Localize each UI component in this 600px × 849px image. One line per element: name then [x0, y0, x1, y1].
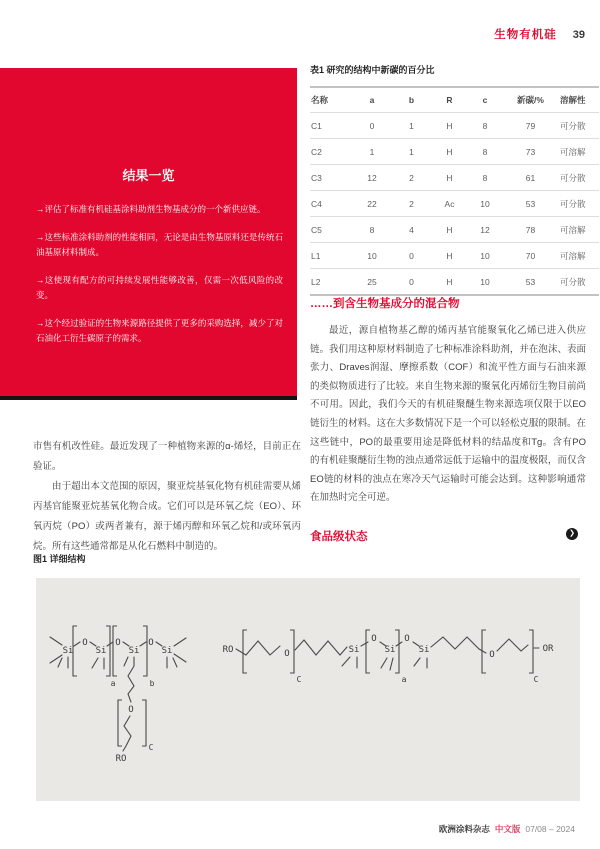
section-heading-mixtures: ……到含生物基成分的混合物 [310, 298, 460, 310]
or-group-label: OR [542, 644, 554, 654]
footer-edition: 中文版 [494, 824, 521, 834]
table-cell: 可溶解 [559, 139, 599, 165]
si-atom-label: Si [384, 645, 396, 655]
table-cell: 1 [392, 113, 431, 139]
o-atom-label: O [115, 638, 121, 648]
table-row [310, 165, 599, 191]
table-cell: 12 [468, 217, 502, 243]
results-summary-box [0, 68, 297, 400]
o-atom-label: O [82, 638, 88, 648]
table-cell: 10 [352, 243, 392, 269]
table-cell: 8 [468, 139, 502, 165]
o-atom-label: O [489, 650, 495, 660]
table-caption: 表1 研究的结构中新碳的百分比 [310, 65, 435, 75]
table-cell: 73 [502, 139, 559, 165]
page-number: 39 [572, 29, 585, 41]
table-cell: 4 [392, 217, 431, 243]
table-header-row [310, 87, 599, 113]
table-cell: 8 [468, 165, 502, 191]
section-title: 生物有机硅 [494, 29, 557, 41]
table-cell: 61 [502, 165, 559, 191]
table-cell: 8 [352, 217, 392, 243]
table-cell: 可分散 [559, 191, 599, 217]
table-cell: 可溶解 [559, 217, 599, 243]
table-cell: 10 [468, 191, 502, 217]
table-cell: H [431, 113, 468, 139]
table-cell: C4 [310, 191, 352, 217]
section-heading-food-grade: 食品级状态 [310, 531, 368, 543]
table-cell: 可溶解 [559, 243, 599, 269]
table-cell: 10 [480, 276, 490, 287]
table-cell: C5 [310, 217, 352, 243]
table-cell: 79 [502, 113, 559, 139]
si-atom-label: Si [128, 646, 140, 656]
figure-box [36, 578, 580, 801]
table-cell: 0 [409, 276, 414, 287]
table-header-cell: 名称 [310, 87, 352, 113]
table-cell: 2 [392, 191, 431, 217]
chemical-structure-diagram [36, 578, 580, 801]
table-cell: 0 [392, 243, 431, 269]
table-cell: H [431, 217, 468, 243]
chevron-right-icon: ❯ [566, 528, 578, 540]
body-paragraph: 由于超出本文范围的原因，聚亚烷基氧化物有机硅需要从烯丙基官能聚亚烷基氧化物合成。它们可以是环氧乙烷（EO）、环氧丙烷（PO）或两者兼有，源于烯丙醇和环氧乙烷和/或环氧丙烷。所有这些通常都是从化石燃料中制造的。 [33, 481, 301, 552]
si-atom-label: Si [95, 646, 107, 656]
table-cell: 12 [352, 165, 392, 191]
table-cell: 8 [468, 113, 502, 139]
subscript-c: C [533, 675, 539, 684]
si-atom-label: Si [62, 646, 74, 656]
si-atom-label: Si [348, 645, 360, 655]
footer-issue: 07/08 – 2024 [525, 824, 575, 834]
table-cell: 2 [392, 165, 431, 191]
article-paragraph: 最近，源自植物基乙醇的烯丙基官能聚氧化乙烯已进入供应链。我们用这种原材料制造了七种标准涂料助剂，并在泡沫、表面张力、Draves润湿、摩擦系数（COF）和流平性方面与石油来源的类似物质进行了比较。来自生物来源的聚氧化丙烯衍生物目前尚不可用。因此，我们今天的有机硅聚醚生物来源选项仅限于以EO链衍生的材料。这在大多数情况下是一个可以轻松克服的限制。在这些链中，PO的最重要用途是降低材料的结晶度和Tg。含有PO的有机硅聚醚衍生物的浊点通常远低于运输中的温度极限，而仅含EO链的材料的浊点在寒冷天气运输时可能会达到。这种影响通常在加热时完全可逆。 [310, 325, 586, 504]
si-atom-label: Si [418, 645, 430, 655]
table-row [310, 191, 599, 217]
table-cell: 1 [352, 139, 392, 165]
table-cell: C3 [310, 165, 352, 191]
subscript-b: b [149, 679, 155, 688]
subscript-a: a [110, 679, 116, 688]
body-paragraph: 市售有机改性硅。最近发现了一种植物来源的α-烯烃，目前正在验证。 [33, 441, 301, 472]
footer-journal-name: 欧洲涂料杂志 [438, 824, 490, 834]
table-header-cell: a [352, 87, 392, 113]
left-column-body [33, 437, 301, 557]
table-header-cell: R [431, 87, 468, 113]
table-header-cell: c [468, 87, 502, 113]
o-atom-label: O [371, 634, 377, 644]
results-bullet: →这个经过验证的生物来源路径提供了更多的采购选择，减少了对石油化工衍生碳原子的需求。 [36, 318, 283, 343]
results-bullet: →评估了标准有机硅基涂料助剂生物基成分的一个新供应链。 [36, 204, 266, 214]
o-atom-label: O [404, 634, 410, 644]
table-cell: H [431, 139, 468, 165]
table-header-cell: 新碳/% [502, 87, 559, 113]
subscript-c: C [148, 743, 154, 752]
table-cell: 可分散 [559, 165, 599, 191]
ro-group-label: RO [115, 754, 127, 764]
table-cell: 22 [352, 191, 392, 217]
results-bullet: →这些标准涂料助剂的性能相同，无论是由生物基原料还是传统石油基原材料制成。 [36, 232, 283, 257]
table-row [310, 269, 599, 296]
o-atom-label: O [148, 638, 154, 648]
table-cell: 53 [502, 191, 559, 217]
table-cell: 53 [525, 276, 536, 287]
results-box-title: 结果一览 [122, 168, 175, 183]
table-cell: 可分散 [559, 113, 599, 139]
page-footer [439, 823, 575, 835]
table-cell: 1 [392, 139, 431, 165]
table-cell: L1 [310, 243, 352, 269]
table-cell: L2 [311, 276, 321, 287]
figure-caption: 图1 详细结构 [33, 554, 86, 564]
table-cell: C1 [310, 113, 352, 139]
table-row [310, 243, 599, 269]
table-cell: C2 [310, 139, 352, 165]
table-cell: 可分散 [560, 276, 586, 287]
table-cell: H [431, 165, 468, 191]
table-header-cell: b [392, 87, 431, 113]
table-cell: 0 [352, 113, 392, 139]
results-bullet: →这使现有配方的可持续发展性能够改善，仅需一次低风险的改变。 [36, 275, 283, 300]
table-cell: H [431, 243, 468, 269]
page-header [494, 26, 585, 42]
table-cell: 10 [468, 243, 502, 269]
table-cell: Ac [431, 191, 468, 217]
o-atom-label: O [284, 649, 290, 659]
table-row [310, 113, 599, 139]
table-cell: 78 [502, 217, 559, 243]
structures-table [310, 86, 599, 296]
table-cell: H [446, 276, 453, 287]
table-cell: 25 [367, 276, 377, 287]
subscript-a: a [401, 675, 407, 684]
table-header-cell: 溶解性 [559, 87, 599, 113]
o-atom-label: O [128, 705, 134, 715]
table-row [310, 217, 599, 243]
si-atom-label: Si [161, 646, 173, 656]
ro-group-label: RO [222, 645, 234, 655]
subscript-c: C [296, 675, 302, 684]
table-cell: 70 [502, 243, 559, 269]
table-row [310, 139, 599, 165]
